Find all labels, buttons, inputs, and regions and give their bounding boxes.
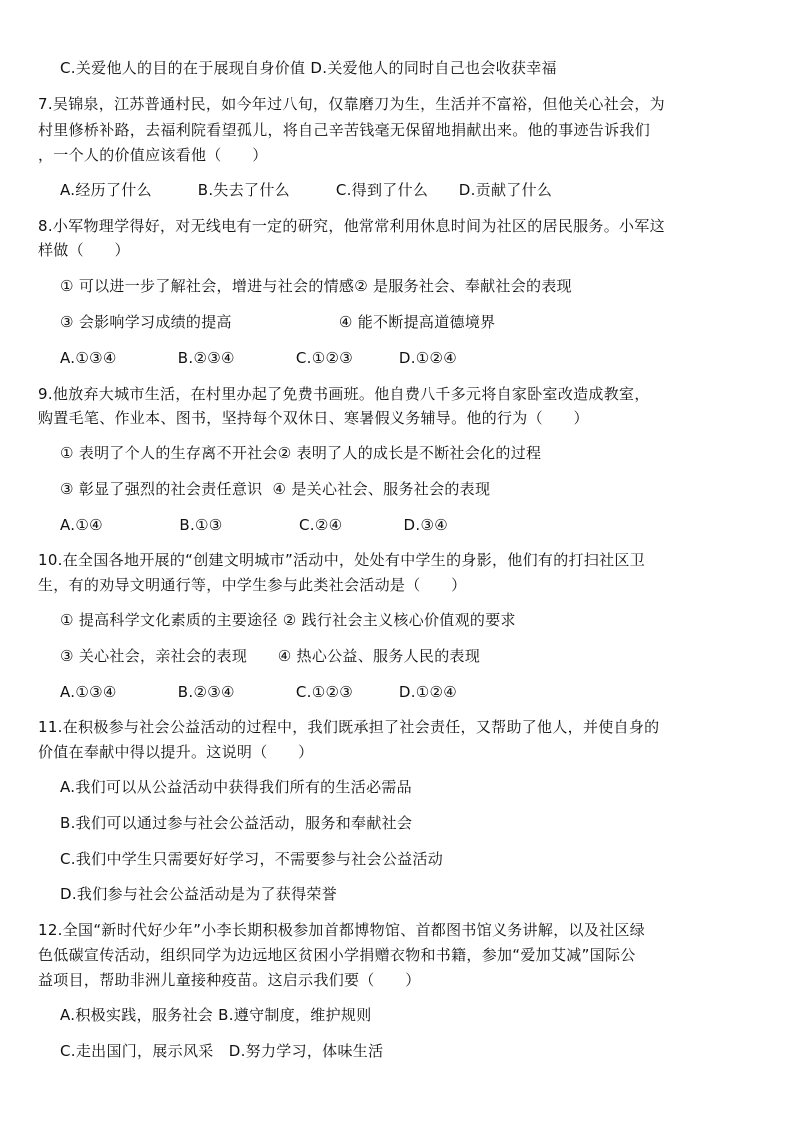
q8-items-line-2: ③ 会影响学习成绩的提高 ④ 能不断提高道德境界 bbox=[60, 313, 496, 331]
q9-stem-line-2: 购置毛笔、作业本、图书，坚持每个双休日、寒暑假义务辅导。他的行为（ ） bbox=[38, 409, 589, 427]
q12-options-line-1: A.积极实践，服务社会 B.遵守制度，维护规则 bbox=[60, 1006, 372, 1024]
q6-options: C.关爱他人的目的在于展现自身价值 D.关爱他人的同时自己也会收获幸福 bbox=[60, 59, 557, 77]
q8-stem-line-2: 样做（ ） bbox=[38, 241, 130, 259]
q11-option-b: B.我们可以通过参与社会公益活动，服务和奉献社会 bbox=[60, 814, 413, 832]
q10-stem-line-1: 10.在全国各地开展的“创建文明城市”活动中，处处有中学生的身影，他们有的打扫社区卫 bbox=[38, 551, 646, 569]
q10-options: A.①③④ B.②③④ C.①②③ D.①②④ bbox=[60, 683, 458, 701]
q7-options: A.经历了什么 B.失去了什么 C.得到了什么 D.贡献了什么 bbox=[60, 181, 553, 199]
q8-options: A.①③④ B.②③④ C.①②③ D.①②④ bbox=[60, 349, 458, 367]
q10-stem-line-2: 生，有的劝导文明通行等，中学生参与此类社会活动是（ ） bbox=[38, 576, 467, 594]
q7-stem-line-3: ，一个人的价值应该看他（ ） bbox=[38, 146, 268, 164]
q11-stem-line-1: 11.在积极参与社会公益活动的过程中，我们既承担了社会责任，又帮助了他人，并使自身的 bbox=[38, 718, 660, 736]
q11-stem-line-2: 价值在奉献中得以提升。这说明（ ） bbox=[38, 743, 314, 761]
q11-option-c: C.我们中学生只需要好好学习，不需要参与社会公益活动 bbox=[60, 850, 444, 868]
q9-options: A.①④ B.①③ C.②④ D.③④ bbox=[60, 516, 448, 534]
q9-items-line-1: ① 表明了个人的生存离不开社会② 表明了人的成长是不断社会化的过程 bbox=[60, 444, 542, 462]
q7-stem-line-2: 村里修桥补路，去福利院看望孤儿，将自己辛苦钱毫无保留地捐献出来。他的事迹告诉我们 bbox=[38, 121, 651, 139]
q12-stem-line-3: 益项目，帮助非洲儿童接种疫苗。这启示我们要（ ） bbox=[38, 971, 421, 989]
q12-stem-line-2: 色低碳宣传活动，组织同学为边远地区贫困小学捐赠衣物和书籍，参加“爱加艾减”国际公 bbox=[38, 946, 636, 964]
q10-items-line-2: ③ 关心社会，亲社会的表现 ④ 热心公益、服务人民的表现 bbox=[60, 647, 481, 665]
q12-options-line-2: C.走出国门，展示风采 D.努力学习，体味生活 bbox=[60, 1042, 384, 1060]
q11-option-d: D.我们参与社会公益活动是为了获得荣誉 bbox=[60, 885, 338, 903]
q8-stem-line-1: 8.小军物理学得好，对无线电有一定的研究，他常常利用休息时间为社区的居民服务。小军这 bbox=[38, 217, 665, 235]
q10-items-line-1: ① 提高科学文化素质的主要途径 ② 践行社会主义核心价值观的要求 bbox=[60, 611, 516, 629]
q11-option-a: A.我们可以从公益活动中获得我们所有的生活必需品 bbox=[60, 778, 412, 796]
q9-items-line-2: ③ 彰显了强烈的社会责任意识 ④ 是关心社会、服务社会的表现 bbox=[60, 480, 491, 498]
q12-stem-line-1: 12.全国“新时代好少年”小李长期积极参加首都博物馆、首都图书馆义务讲解，以及社区绿 bbox=[38, 921, 646, 939]
q9-stem-line-1: 9.他放弃大城市生活，在村里办起了免费书画班。他自费八千多元将自家卧室改造成教室， bbox=[38, 385, 650, 403]
q7-stem-line-1: 7.吴锦泉，江苏普通村民，如今年过八旬，仅靠磨刀为生，生活并不富裕，但他关心社会，为 bbox=[38, 95, 665, 113]
q8-items-line-1: ① 可以进一步了解社会，增进与社会的情感② 是服务社会、奉献社会的表现 bbox=[60, 277, 572, 295]
